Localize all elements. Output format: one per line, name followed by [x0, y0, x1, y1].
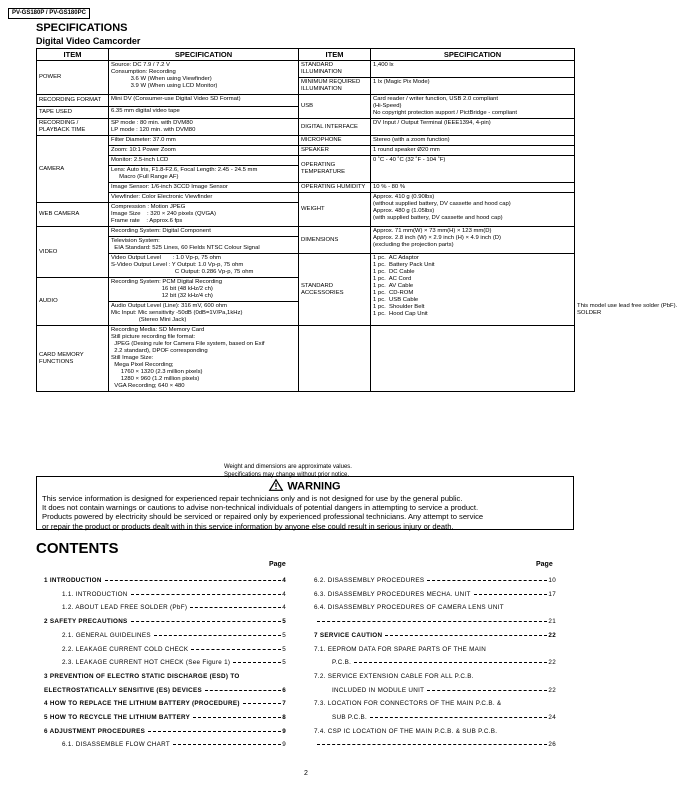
spec-line: Image Size : 320 × 240 pixels (QVGA) [111, 211, 216, 217]
empty-cell [371, 326, 575, 392]
spec-line: 1 pc. Hood Cap Unit [373, 311, 428, 317]
warning-title [37, 479, 573, 494]
toc-dash-leader [354, 662, 547, 663]
spec-value [109, 146, 299, 156]
spec-value [109, 61, 299, 95]
toc-dash-leader [317, 744, 547, 745]
toc-page-number: 22 [548, 686, 556, 694]
toc-entry[interactable] [44, 630, 286, 641]
spec-line: Approx. 480 g (1.05lbs) [373, 208, 435, 214]
spec-line: (Stereo Mini Jack) [111, 317, 187, 323]
spec-line: 3.6 W (When using Viewfinder) [111, 76, 212, 82]
toc-entry[interactable] [314, 630, 556, 641]
toc-entry-title: INCLUDED IN MODULE UNIT [332, 686, 425, 694]
spec-line: Approx. 410 g (0.90lbs) [373, 194, 435, 200]
spec-line: No copyright protection support / PictBridge - compliant [373, 110, 518, 116]
warning-triangle-icon [269, 479, 283, 494]
toc-entry[interactable] [314, 644, 556, 655]
toc-dash-leader [205, 690, 281, 691]
spec-item-label: RECORDING FORMAT [37, 95, 109, 107]
toc-page-number: 9 [282, 741, 286, 749]
toc-entry[interactable] [314, 698, 556, 709]
spec-item-label: DIGITAL INTERFACE [299, 119, 371, 136]
spec-line: JPEG (Desing rule for Camera File system, based on Exif [111, 341, 265, 347]
spec-line: Television System: [111, 238, 160, 244]
spec-item-label: WEIGHT [299, 193, 371, 227]
spec-line: (with supplied battery, DV cassette and hood cap) [373, 215, 503, 221]
spec-line: Audio Output Level (Line): 316 mV, 600 ohm [111, 303, 228, 309]
spec-line: (Hi-Speed) [373, 103, 402, 109]
toc-page-number: 4 [282, 604, 286, 612]
toc-entry[interactable] [44, 671, 286, 682]
spec-line: 2.2 standard), DPOF corresponding [111, 348, 208, 354]
spec-value [109, 183, 299, 193]
toc-page-header-right: Page [536, 561, 553, 568]
toc-entry-title: 1.2. ABOUT LEAD FREE SOLDER (PbF) [62, 604, 188, 612]
warning-line: Products powered by electricity should be serviced or repaired only by experienced professional technicians. Any attempt to service [42, 512, 484, 522]
spec-item-label: POWER [37, 61, 109, 95]
spec-item-label: STANDARD ACCESSORIES [299, 254, 371, 326]
spec-value [371, 78, 575, 95]
toc-page-number: 4 [282, 590, 286, 598]
spec-line: Still Image Size: [111, 355, 154, 361]
spec-value [109, 302, 299, 326]
toc-dash-leader [131, 621, 282, 622]
toc-entry[interactable] [314, 657, 556, 668]
toc-entry-title: 1 INTRODUCTION [44, 577, 102, 584]
toc-dash-leader [148, 731, 281, 732]
spec-line: Monitor: 2.5-inch LCD [111, 157, 169, 163]
toc-entry[interactable] [314, 589, 556, 600]
model-tag: PV-GS180P / PV-GS180PC [8, 8, 90, 19]
spec-item-label: TAPE USED [37, 107, 109, 119]
toc-entry-title: 7.3. LOCATION FOR CONNECTORS OF THE MAIN P.C.B. & [314, 700, 502, 708]
spec-line: Zoom: 10:1 Power Zoom [111, 147, 176, 153]
spec-line: 1760 × 1320 (2.3 million pixels) [111, 369, 203, 375]
spec-line: Consumption: Recording [111, 69, 176, 75]
toc-page-number: 5 [282, 645, 286, 653]
warning-title-text: WARNING [287, 480, 341, 493]
toc-dash-leader [190, 607, 281, 608]
spec-line: 1280 × 960 (1.2 million pixels) [111, 376, 200, 382]
toc-entry[interactable] [44, 698, 286, 709]
spec-line: Recording System: Digital Component [111, 228, 211, 234]
spec-line: Recording Media: SD Memory Card [111, 327, 205, 333]
toc-entry-title: 7 SERVICE CAUTION [314, 631, 383, 639]
toc-dash-leader [193, 717, 281, 718]
spec-item-label: SPEAKER [299, 146, 371, 156]
toc-entry-title: 2.1. GENERAL GUIDELINES [62, 631, 151, 639]
spec-value [109, 107, 299, 119]
col-header-spec: SPECIFICATION [371, 49, 575, 61]
warning-line: or repair the product or products dealt with in this service information by anyone else could result in serious injury or death. [42, 521, 454, 531]
toc-entry[interactable] [314, 575, 556, 586]
toc-entry[interactable] [314, 685, 556, 696]
toc-dash-leader [317, 621, 547, 622]
spec-item-label: MINIMUM REQUIRED ILLUMINATION [299, 78, 371, 95]
toc-entry[interactable] [314, 712, 556, 723]
spec-line: Approx. 71 mm(W) × 73 mm(H) × 123 mm(D) [373, 228, 492, 234]
spec-line: 1,400 lx [373, 62, 394, 68]
toc-page-number: 21 [548, 618, 556, 626]
toc-dash-leader [233, 662, 281, 663]
toc-entry-title: 2.3. LEAKAGE CURRENT HOT CHECK (See Figure 1) [62, 659, 231, 667]
warning-box [36, 476, 574, 530]
spec-value [109, 95, 299, 107]
spec-line: Mic Input: Mic sensitivity -50dB (0dB=1V/Pa,1kHz) [111, 310, 243, 316]
spec-line: 1 round speaker Ø20 mm [373, 147, 440, 153]
toc-entry-title: 7.1. EEPROM DATA FOR SPARE PARTS OF THE MAIN [314, 645, 487, 653]
toc-page-number: 10 [548, 577, 556, 584]
spec-line: Viewfinder: Color Electronic Viewfinder [111, 194, 213, 200]
toc-page-number: 17 [548, 590, 556, 598]
col-header-item: ITEM [299, 49, 371, 61]
toc-entry-title: 6 ADJUSTMENT PROCEDURES [44, 727, 146, 735]
toc-entry-title: 6.3. DISASSEMBLY PROCEDURES MECHA. UNIT [314, 590, 471, 598]
spec-value [109, 166, 299, 183]
spec-line: Mini DV (Consumer-use Digital Video SD Format) [111, 96, 241, 102]
spec-line: S-Video Output Level : Y Output: 1.0 Vp-p, 75 ohm [111, 262, 244, 268]
toc-dash-leader [427, 580, 547, 581]
spec-line: 1 pc. Shoulder Belt [373, 304, 425, 310]
spec-line: Source: DC 7.9 / 7.2 V [111, 62, 170, 68]
page-number: 2 [304, 770, 308, 777]
toc-entry-title: 7.2. SERVICE EXTENSION CABLE FOR ALL P.C.B. [314, 672, 474, 680]
toc-right-column [314, 575, 556, 753]
col-header-spec: SPECIFICATION [109, 49, 299, 61]
toc-page-number: 24 [548, 714, 556, 721]
spec-line: 6.35 mm digital video tape [111, 108, 180, 114]
spec-value [109, 278, 299, 302]
spec-line: 1 lx (Magic Pix Mode) [373, 79, 430, 85]
page-title: SPECIFICATIONS [36, 22, 128, 34]
spec-value [109, 254, 299, 278]
spec-line: C Output: 0.286 Vp-p, 75 ohm [111, 269, 254, 275]
toc-entry[interactable] [314, 739, 556, 750]
toc-dash-leader [427, 690, 547, 691]
toc-entry[interactable] [44, 685, 286, 696]
toc-entry[interactable] [44, 644, 286, 655]
spec-line: 1 pc. DC Cable [373, 269, 415, 275]
toc-dash-leader [131, 594, 282, 595]
spec-value [109, 136, 299, 146]
spec-line: 1 pc. CD-ROM [373, 290, 414, 296]
spec-line: Lens: Auto Iris, F1.8-F2.6, Focal Length: 2.45 - 24.5 mm [111, 167, 258, 173]
spec-line: (excluding the projection parts) [373, 242, 454, 248]
spec-value [109, 156, 299, 166]
toc-entry[interactable] [44, 712, 286, 723]
toc-entry[interactable] [44, 739, 286, 750]
spec-item-label: USB [299, 95, 371, 119]
toc-page-number: 5 [282, 631, 286, 639]
toc-left-column [44, 575, 286, 753]
toc-entry-title: 7.4. CSP IC LOCATION OF THE MAIN P.C.B. & SUB P.C.B. [314, 727, 498, 735]
toc-dash-leader [243, 703, 281, 704]
toc-page-number: 22 [548, 659, 556, 667]
spec-value [371, 146, 575, 156]
spec-line: (without supplied battery, DV cassette and hood cap) [373, 201, 511, 207]
warning-line: It does not contain warnings or cautions to advise non-technical individuals of potential dangers in attempting to service a product. [42, 503, 479, 513]
toc-page-number: 5 [282, 618, 286, 626]
toc-entry-title: 1.1. INTRODUCTION [62, 590, 128, 598]
toc-entry-title: 2 SAFETY PRECAUTIONS [44, 618, 128, 626]
spec-line: Mega Pixel Recording; [111, 362, 174, 368]
toc-page-number: 8 [282, 714, 286, 721]
spec-line: VGA Recording; 640 × 480 [111, 383, 185, 389]
toc-dash-leader [191, 649, 281, 650]
spec-item-label: STANDARD ILLUMINATION [299, 61, 371, 78]
spec-line: Filter Diameter: 37.0 mm [111, 137, 176, 143]
spec-line: Stereo (with a zoom function) [373, 137, 450, 143]
spec-line: Still picture recording file format: [111, 334, 196, 340]
toc-page-number: 9 [282, 727, 286, 735]
toc-entry-title: 6.4. DISASSEMBLY PROCEDURES OF CAMERA LENS UNIT [314, 604, 504, 612]
empty-cell [299, 326, 371, 392]
note-line: Specifications may change without prior notice. [224, 471, 350, 478]
spec-item-label: AUDIO [37, 278, 109, 326]
toc-entry[interactable] [44, 616, 286, 627]
toc-dash-leader [370, 717, 547, 718]
warning-text [42, 494, 569, 531]
toc-page-number: 26 [548, 741, 556, 749]
spec-line: SP mode : 80 min. with DVM80 [111, 120, 193, 126]
contents-title: CONTENTS [36, 540, 119, 557]
spec-value [109, 237, 299, 254]
spec-value [109, 193, 299, 203]
spec-value [109, 227, 299, 237]
spec-line: Recording System: PCM Digital Recording [111, 279, 222, 285]
toc-page-number: 6 [282, 686, 286, 694]
spec-value [109, 326, 299, 392]
spec-table: ITEM SPECIFICATION ITEM SPECIFICATION POWER Source: DC 7.9 / 7.2 V Consumption: Recording 3.6 W (When using Viewfinder) 3.9 W (When using LCD Monitor) STANDARD ILLUMINATION 1,400 lx MINIMUM REQUIRED ILLUMINATION 1 lx (Magic Pix Mode) RECORDING FORMAT Mini DV (Consumer-use Digital Video SD Format) USB Card reader / writer function, USB 2.0 compliant (Hi-Speed) No copyright protection support / PictBridge - compliant TAPE USED 6.35 mm digital video tape RECORDING / PLAYBACK TIME SP mode : 80 min. with DVM80 LP mode : 120 min. with DVM80 DIGITAL INTERFACE DV Input / Output Terminal (IEEE1394, 4-pin) CAMERA Filter Diameter: 37.0 mm MICROPHONE Stereo (with a zoom function) Zoom: 10:1 Power Zoom SPEAKER 1 round speaker Ø20 mm Monitor: 2.5-inch LCD OPERATING TEMPERATURE 0 ˚C - 40 ˚C (32 ˚F - 104 ˚F) Lens: Auto Iris, F1.8-F2.6, Focal Length: 2.45 - 24.5 mm Macro (Full Range AF) Image Sensor: 1/6-inch 3CCD Image Sensor OPERATING HUMIDITY 10 % - 80 % Viewfinder: Color Electronic Viewfinder WEIGHT Approx. 410 g (0.90lbs) (without supplied battery, DV cassette and hood cap) Approx. 480 g (1.05lbs) (with supplied battery, DV cassette and hood cap) WEB CAMERA Compression : Motion JPEG Image Size : 320 × 240 pixels (QVGA) Frame rate : Approx.6 fps VIDEO Recording System: Digital Component DIMENSIONS Approx. 71 mm(W) × 73 mm(H) × 123 mm(D) Approx. 2.8 inch (W) × 2.9 inch (H) × 4.9 inch (D) (excluding the projection parts) Television System: EIA Standard: 525 Lines, 60 Fields NTSC Colour Signal Video Output Level : 1.0 Vp-p, 75 ohm S-Video Output Level : Y Output: 1.0 Vp-p, 75 ohm C Output: 0.286 Vp-p, 75 ohm STANDARD ACCESSORIES 1 pc. AC Adaptor 1 pc. Battery Pack Unit 1 pc. DC Cable 1 pc. AC Cord 1 pc. AV Cable 1 pc. CD-ROM 1 pc. USB Cable 1 pc. Shoulder Belt 1 pc. Hood Cap Unit AUDIO Recording System: PCM Digital Recording 16 bit (48 kHz/2 ch) 12 bit (32 kHz/4 ch) Audio Output Level (Line): 316 mV, 600 ohm Mic Input: Mic sensitivity -50dB (0dB=1V/Pa,1kHz) (Stereo Mini Jack) SOLDER This model use lead free solder (PbF). CARD MEMORY FUNCTIONS Recording Media: SD Memory Card Still picture recording file format: JPEG (Desing rule for Camera File system, based on Exif 2.2 standard), DPOF corresponding Still Image Size: Mega Pixel Recording; 1760 × 1320 (2.3 million pixels) 1280 × 960 (1.2 million pixels) VGA Recording; 640 × 480 [36, 48, 575, 392]
toc-page-header-left: Page [269, 561, 286, 568]
toc-page-number: 7 [282, 700, 286, 708]
spec-line: 12 bit (32 kHz/4 ch) [111, 293, 213, 299]
spec-line: Frame rate : Approx.6 fps [111, 218, 183, 224]
spec-value [371, 193, 575, 227]
spec-item-label: MICROPHONE [299, 136, 371, 146]
page-subtitle: Digital Video Camcorder [36, 36, 141, 46]
toc-page-number: 4 [282, 577, 286, 584]
spec-line: 3.9 W (When using LCD Monitor) [111, 83, 218, 89]
spec-line: 1 pc. AC Adaptor [373, 255, 419, 261]
spec-line: 10 % - 80 % [373, 184, 406, 190]
spec-line: DV Input / Output Terminal (IEEE1394, 4-pin) [373, 120, 491, 126]
toc-page-number: 22 [548, 631, 556, 639]
spec-line: Image Sensor: 1/6-inch 3CCD Image Sensor [111, 184, 228, 190]
toc-entry[interactable] [44, 726, 286, 737]
warning-line: This service information is designed for experienced repair technicians only and is not designed for use by the general public. [42, 494, 463, 503]
toc-entry-title: SUB P.C.B. [332, 714, 368, 721]
spec-value [371, 227, 575, 254]
spec-value [371, 136, 575, 146]
spec-item-label: OPERATING HUMIDITY [299, 183, 371, 193]
spec-line: Macro (Full Range AF) [111, 174, 179, 180]
spec-value [371, 156, 575, 183]
spec-line: 16 bit (48 kHz/2 ch) [111, 286, 213, 292]
toc-dash-leader [173, 744, 281, 745]
toc-dash-leader [474, 594, 548, 595]
toc-entry-title: 5 HOW TO RECYCLE THE LITHIUM BATTERY [44, 714, 191, 721]
toc-entry-title: ELECTROSTATICALLY SENSITIVE (ES) DEVICES [44, 686, 203, 694]
toc-page-number: 5 [282, 659, 286, 667]
spec-line: Video Output Level : 1.0 Vp-p, 75 ohm [111, 255, 221, 261]
toc-entry-title: 2.2. LEAKAGE CURRENT COLD CHECK [62, 645, 189, 653]
spec-line: 1 pc. AV Cable [373, 283, 414, 289]
toc-entry[interactable] [44, 657, 286, 668]
toc-entry-title: P.C.B. [332, 659, 352, 667]
col-header-item: ITEM [37, 49, 109, 61]
spec-value [371, 61, 575, 78]
spec-line: Card reader / writer function, USB 2.0 compliant [373, 96, 499, 102]
spec-item-label: DIMENSIONS [299, 227, 371, 254]
note-line: Weight and dimensions are approximate values. [224, 464, 352, 470]
toc-entry-title: 6.2. DISASSEMBLY PROCEDURES [314, 577, 425, 584]
toc-entry[interactable] [314, 726, 556, 737]
spec-line: 1 pc. Battery Pack Unit [373, 262, 435, 268]
toc-entry[interactable] [44, 602, 286, 613]
spec-item-label: RECORDING / PLAYBACK TIME [37, 119, 109, 136]
toc-entry[interactable] [314, 616, 556, 627]
toc-entry[interactable] [314, 602, 556, 613]
spec-value [371, 183, 575, 193]
spec-item-label: VIDEO [37, 227, 109, 278]
spec-value [109, 119, 299, 136]
spec-line: Approx. 2.8 inch (W) × 2.9 inch (H) × 4.9 inch (D) [373, 235, 502, 241]
spec-line: 1 pc. AC Cord [373, 276, 412, 282]
toc-entry[interactable] [314, 671, 556, 682]
spec-item-label: OPERATING TEMPERATURE [299, 156, 371, 183]
toc-entry-title: 4 HOW TO REPLACE THE LITHIUM BATTERY (PROCEDURE) [44, 700, 240, 708]
toc-dash-leader [105, 580, 281, 581]
toc-entry[interactable] [44, 575, 286, 586]
spec-line: Compression : Motion JPEG [111, 204, 186, 210]
spec-item-label: CARD MEMORY FUNCTIONS [37, 326, 109, 392]
toc-dash-leader [385, 635, 547, 636]
toc-dash-leader [154, 635, 281, 636]
spec-line: 1 pc. USB Cable [373, 297, 419, 303]
toc-entry-title: 3 PREVENTION OF ELECTRO STATIC DISCHARGE (ESD) TO [44, 672, 240, 680]
spec-item-label: WEB CAMERA [37, 203, 109, 227]
spec-value [371, 95, 575, 119]
spec-line: 0 ˚C - 40 ˚C (32 ˚F - 104 ˚F) [373, 157, 446, 163]
toc-entry-title: 6.1. DISASSEMBLE FLOW CHART [62, 741, 171, 749]
spec-item-label: CAMERA [37, 136, 109, 203]
toc-entry[interactable] [44, 589, 286, 600]
spec-line: EIA Standard: 525 Lines, 60 Fields NTSC Colour Signal [111, 245, 260, 251]
spec-value [371, 119, 575, 136]
spec-line: LP mode : 120 min. with DVM80 [111, 127, 196, 133]
spec-value [109, 203, 299, 227]
spec-value [371, 254, 575, 326]
